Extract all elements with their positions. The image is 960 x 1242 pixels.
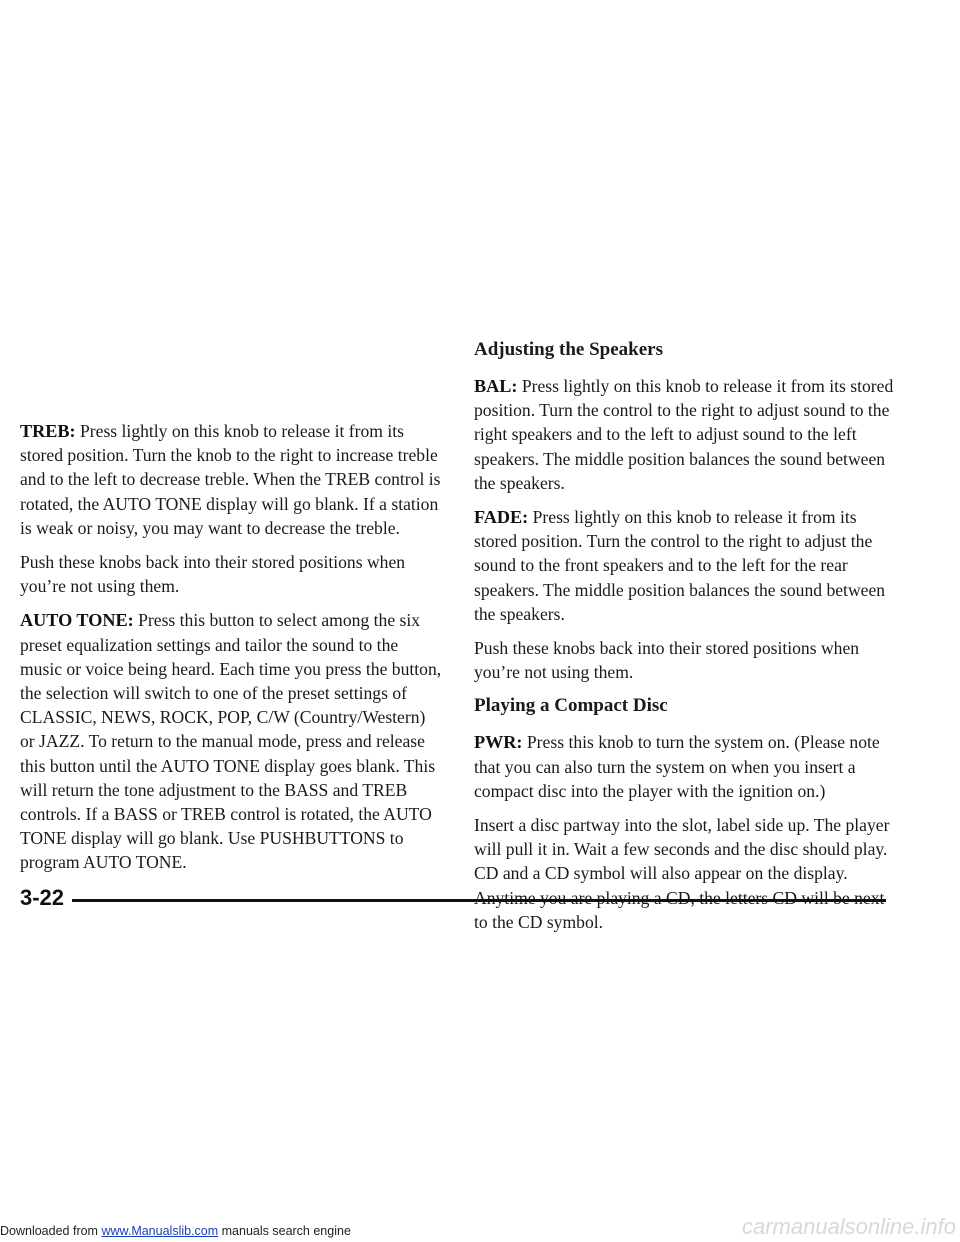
page-number: 3-22: [20, 885, 65, 910]
bal-term: BAL:: [474, 376, 518, 396]
auto-tone-text: Press this button to select among the six preset equalization settings and tailor the sound to the music or voice being heard. Each time you press the button, the selection will switch to one of the preset settings of CLASSIC, NEWS, ROCK, POP, C/W (Country/Western) or JAZZ. To return to the manual mode, press and release this button until the AUTO TONE display goes blank. This will return the tone adjustment to the BASS and TREB controls. If a BASS or TREB control is rotated, the AUTO TONE display will go blank. Use PUSHBUTTONS to program AUTO TONE.: [20, 610, 442, 873]
download-watermark: [0, 1224, 351, 1238]
push-back-paragraph-left: Push these knobs back into their stored positions when you’re not using them.: [20, 552, 406, 597]
watermark-prefix: Downloaded from: [0, 1224, 102, 1238]
auto-tone-paragraph: [20, 608, 444, 874]
watermark-suffix: manuals search engine: [218, 1224, 351, 1238]
fade-term: FADE:: [474, 507, 529, 528]
fade-text: Press lightly on this knob to release it from its stored position. Turn the control to the right to adjust the sound to the front speakers and to the left for the rear speakers. The middle position balances the sound between the speakers.: [474, 507, 886, 624]
push-back-paragraph-right: Push these knobs back into their stored positions when you’re not using them.: [474, 638, 860, 683]
treb-text: Press lightly on this knob to release it from its stored position. Turn the knob to the right to increase treble and to the left to decrease treble. When the TREB control is rotated, the AUTO TONE display will go blank. If a station is weak or noisy, you may want to decrease the treble.: [20, 421, 441, 538]
adjusting-speakers-heading: Adjusting the Speakers: [474, 339, 663, 360]
right-column: [474, 338, 898, 944]
page-footer: [20, 883, 886, 913]
site-watermark: carmanualsonline.info: [741, 1214, 956, 1239]
bal-text: Press lightly on this knob to release it from its stored position. Turn the control to the right to adjust sound to the right speakers and to the left to adjust sound to the left speakers. The middle position balances the sound between the speakers.: [474, 376, 894, 493]
insert-disc-paragraph: Insert a disc partway into the slot, label side up. The player will pull it in. Wait a few seconds and the disc should play. CD and a CD symbol will also appear on the display. to the CD symbol.: [474, 815, 890, 932]
left-column: [20, 419, 444, 885]
playing-cd-heading: Playing a Compact Disc: [474, 695, 668, 717]
pwr-text: Press this knob to turn the system on. (Please note that you can also turn the system on when you insert a compact disc into the player with the ignition on.): [474, 732, 880, 801]
pwr-term: PWR:: [474, 732, 523, 753]
fade-paragraph: [474, 505, 898, 626]
pwr-paragraph: [474, 730, 898, 803]
bal-paragraph: [474, 374, 898, 495]
manualslib-link[interactable]: www.Manualslib.com: [101, 1224, 219, 1238]
footer-rule: [72, 899, 886, 902]
treb-paragraph: [20, 419, 444, 540]
auto-tone-term: AUTO TONE:: [20, 610, 134, 631]
treb-term: TREB:: [20, 421, 76, 441]
